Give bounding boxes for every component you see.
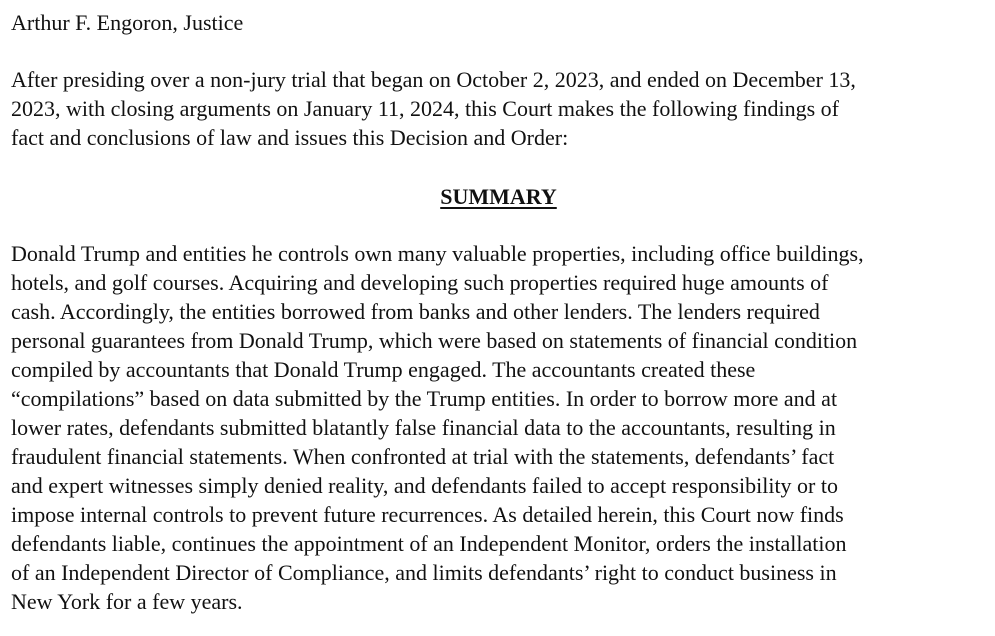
judge-name: Arthur F. Engoron, Justice [11,10,244,35]
summary-line: “compilations” based on data submitted by the Trump entities. In order to borrow more and at [11,386,838,411]
summary-line: cash. Accordingly, the entities borrowed from banks and other lenders. The lenders required [11,299,820,324]
intro-paragraph [11,65,986,152]
intro-line: After presiding over a non-jury trial that began on October 2, 2023, and ended on December 13, [11,67,856,92]
summary-heading [11,182,986,211]
summary-line: compiled by accountants that Donald Trump engaged. The accountants created these [11,357,756,382]
intro-line: 2023, with closing arguments on January 11, 2024, this Court makes the following findings of [11,96,839,121]
summary-line: lower rates, defendants submitted blatantly false financial data to the accountants, resulting in [11,415,836,440]
summary-paragraph [11,239,986,616]
summary-line: defendants liable, continues the appointment of an Independent Monitor, orders the installation [11,531,847,556]
summary-heading-text: SUMMARY [440,184,557,209]
summary-line: of an Independent Director of Compliance, and limits defendants’ right to conduct business in [11,560,837,585]
document-page [11,8,986,616]
summary-line: hotels, and golf courses. Acquiring and developing such properties required huge amounts of [11,270,829,295]
summary-line: New York for a few years. [11,589,243,614]
summary-line: impose internal controls to prevent future recurrences. As detailed herein, this Court now finds [11,502,844,527]
summary-line: and expert witnesses simply denied reality, and defendants failed to accept responsibility or to [11,473,838,498]
intro-line: fact and conclusions of law and issues this Decision and Order: [11,125,569,150]
summary-line: Donald Trump and entities he controls own many valuable properties, including office buildings, [11,241,864,266]
summary-line: personal guarantees from Donald Trump, which were based on statements of financial condition [11,328,858,353]
summary-line: fraudulent financial statements. When confronted at trial with the statements, defendants’ fact [11,444,835,469]
